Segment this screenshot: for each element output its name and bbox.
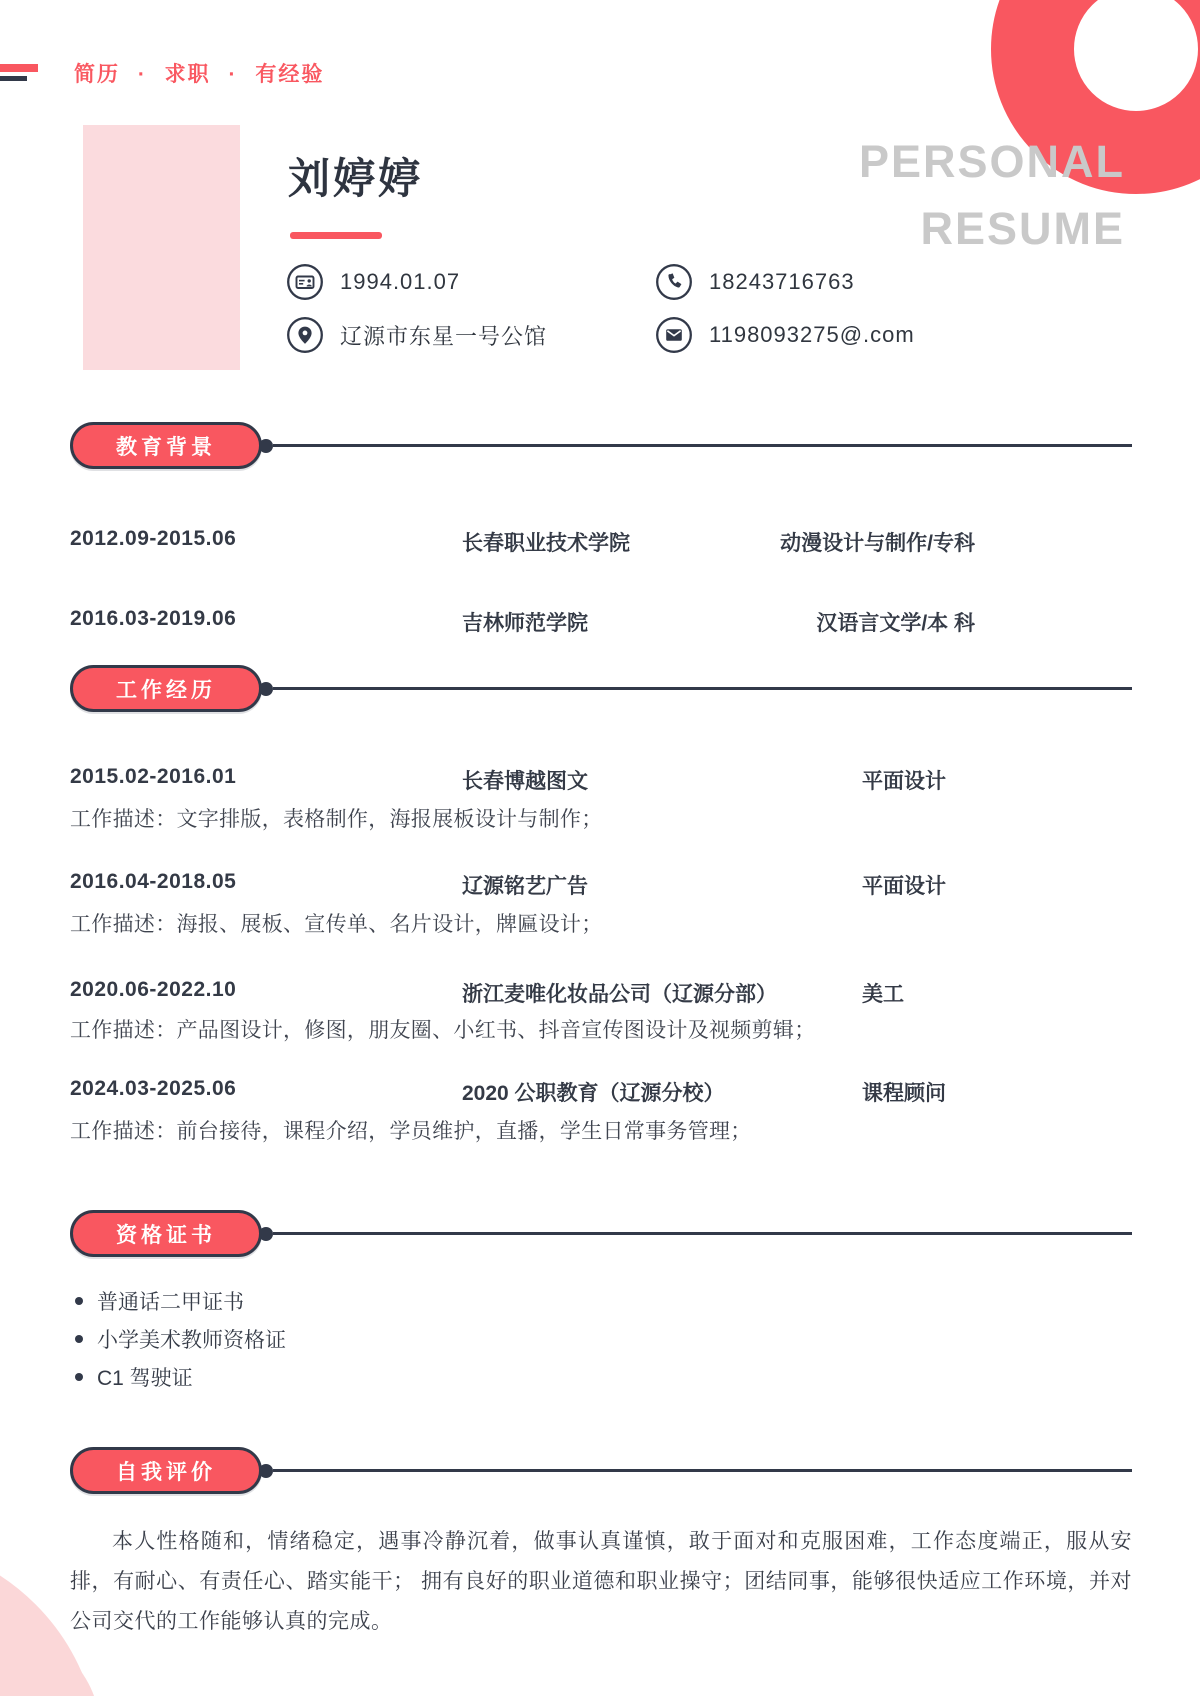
email-value: 1198093275@.com <box>709 322 915 347</box>
education-row <box>70 527 975 553</box>
header-rule <box>273 1232 1132 1235</box>
phone-value: 18243716763 <box>709 269 855 294</box>
certificate-label: 小学美术教师资格证 <box>97 1329 286 1352</box>
education-period: 2012.09-2015.06 <box>70 527 237 550</box>
work-period: 2020.06-2022.10 <box>70 978 237 1001</box>
phone-field <box>655 263 855 301</box>
resume-tagline: 简历 · 求职 · 有经验 <box>74 63 325 86</box>
name-underline <box>290 232 382 239</box>
education-school: 吉林师范学院 <box>462 612 588 635</box>
email-icon <box>655 316 693 354</box>
section-header-certificates <box>70 1210 1132 1257</box>
header-dot <box>259 439 273 453</box>
header-dot <box>259 1464 273 1478</box>
work-row <box>70 870 975 896</box>
evaluation-pill: 自我评价 <box>70 1447 262 1494</box>
work-description: 工作描述：产品图设计，修图，朋友圈、小红书、抖音宣传图设计及视频剪辑； <box>70 1019 816 1042</box>
header-rule <box>273 1469 1132 1472</box>
work-company: 辽源铭艺广告 <box>462 875 588 898</box>
bullet-dot <box>75 1373 83 1381</box>
work-role: 美工 <box>862 983 904 1006</box>
work-row <box>70 978 975 1004</box>
work-role: 平面设计 <box>862 875 946 898</box>
id-card-icon <box>286 263 324 301</box>
work-company: 长春博越图文 <box>462 770 588 793</box>
certificate-item <box>75 1364 775 1390</box>
work-row <box>70 765 975 791</box>
work-row <box>70 1077 975 1103</box>
work-description: 工作描述：文字排版，表格制作，海报展板设计与制作； <box>70 808 603 831</box>
certificates-pill: 资格证书 <box>70 1210 262 1257</box>
bullet-dot <box>75 1297 83 1305</box>
address-value: 辽源市东星一号公馆 <box>340 323 548 349</box>
work-period: 2015.02-2016.01 <box>70 765 237 788</box>
work-description: 工作描述：海报、展板、宣传单、名片设计，牌匾设计； <box>70 913 603 936</box>
work-role: 课程顾问 <box>862 1082 946 1105</box>
corner-red-bar <box>0 64 38 72</box>
education-row <box>70 607 975 633</box>
education-school: 长春职业技术学院 <box>462 532 630 555</box>
work-role: 平面设计 <box>862 770 946 793</box>
watermark-text <box>859 128 1125 262</box>
header-dot <box>259 682 273 696</box>
location-icon <box>286 316 324 354</box>
education-pill: 教育背景 <box>70 422 262 469</box>
watermark-line-1: PERSONAL <box>858 136 1125 187</box>
bullet-dot <box>75 1335 83 1343</box>
work-period: 2016.04-2018.05 <box>70 870 237 893</box>
certificate-item <box>75 1288 775 1314</box>
evaluation-text: 本人性格随和，情绪稳定，遇事冷静沉着，做事认真谨慎，敢于面对和克服困难，工作态度端正，服从安排，有耐心、有责任心、踏实能干； 拥有良好的职业道德和职业操守；团结同事，能够很快适应工作环境，并对公司交代的工作能够认真的完成。 <box>70 1530 1132 1633</box>
work-description: 工作描述：前台接待，课程介绍，学员维护，直播，学生日常事务管理； <box>70 1120 752 1143</box>
work-company: 2020 公职教育（辽源分校） <box>462 1082 725 1105</box>
work-period: 2024.03-2025.06 <box>70 1077 237 1100</box>
birth-date-value: 1994.01.07 <box>340 269 461 294</box>
certificate-label: 普通话二甲证书 <box>97 1291 244 1314</box>
section-header-education <box>70 422 1132 469</box>
section-header-evaluation <box>70 1447 1132 1494</box>
contact-info <box>286 263 1132 369</box>
phone-icon <box>655 263 693 301</box>
education-major: 汉语言文学/本 科 <box>816 612 975 635</box>
address-field <box>286 316 655 354</box>
header-rule <box>273 444 1132 447</box>
birth-date-field <box>286 263 655 301</box>
watermark-line-2: RESUME <box>920 203 1125 254</box>
header-dot <box>259 1227 273 1241</box>
certificate-item <box>75 1326 775 1352</box>
email-field <box>655 316 915 354</box>
education-period: 2016.03-2019.06 <box>70 607 237 630</box>
education-major: 动漫设计与制作/专科 <box>780 532 975 555</box>
header-rule <box>273 687 1132 690</box>
corner-dark-bar <box>0 76 27 81</box>
section-header-work <box>70 665 1132 712</box>
certificate-label: C1 驾驶证 <box>97 1367 193 1390</box>
work-pill: 工作经历 <box>70 665 262 712</box>
candidate-name: 刘婷婷 <box>288 155 424 202</box>
work-company: 浙江麦唯化妆品公司（辽源分部） <box>462 983 777 1006</box>
photo-placeholder <box>83 125 240 370</box>
